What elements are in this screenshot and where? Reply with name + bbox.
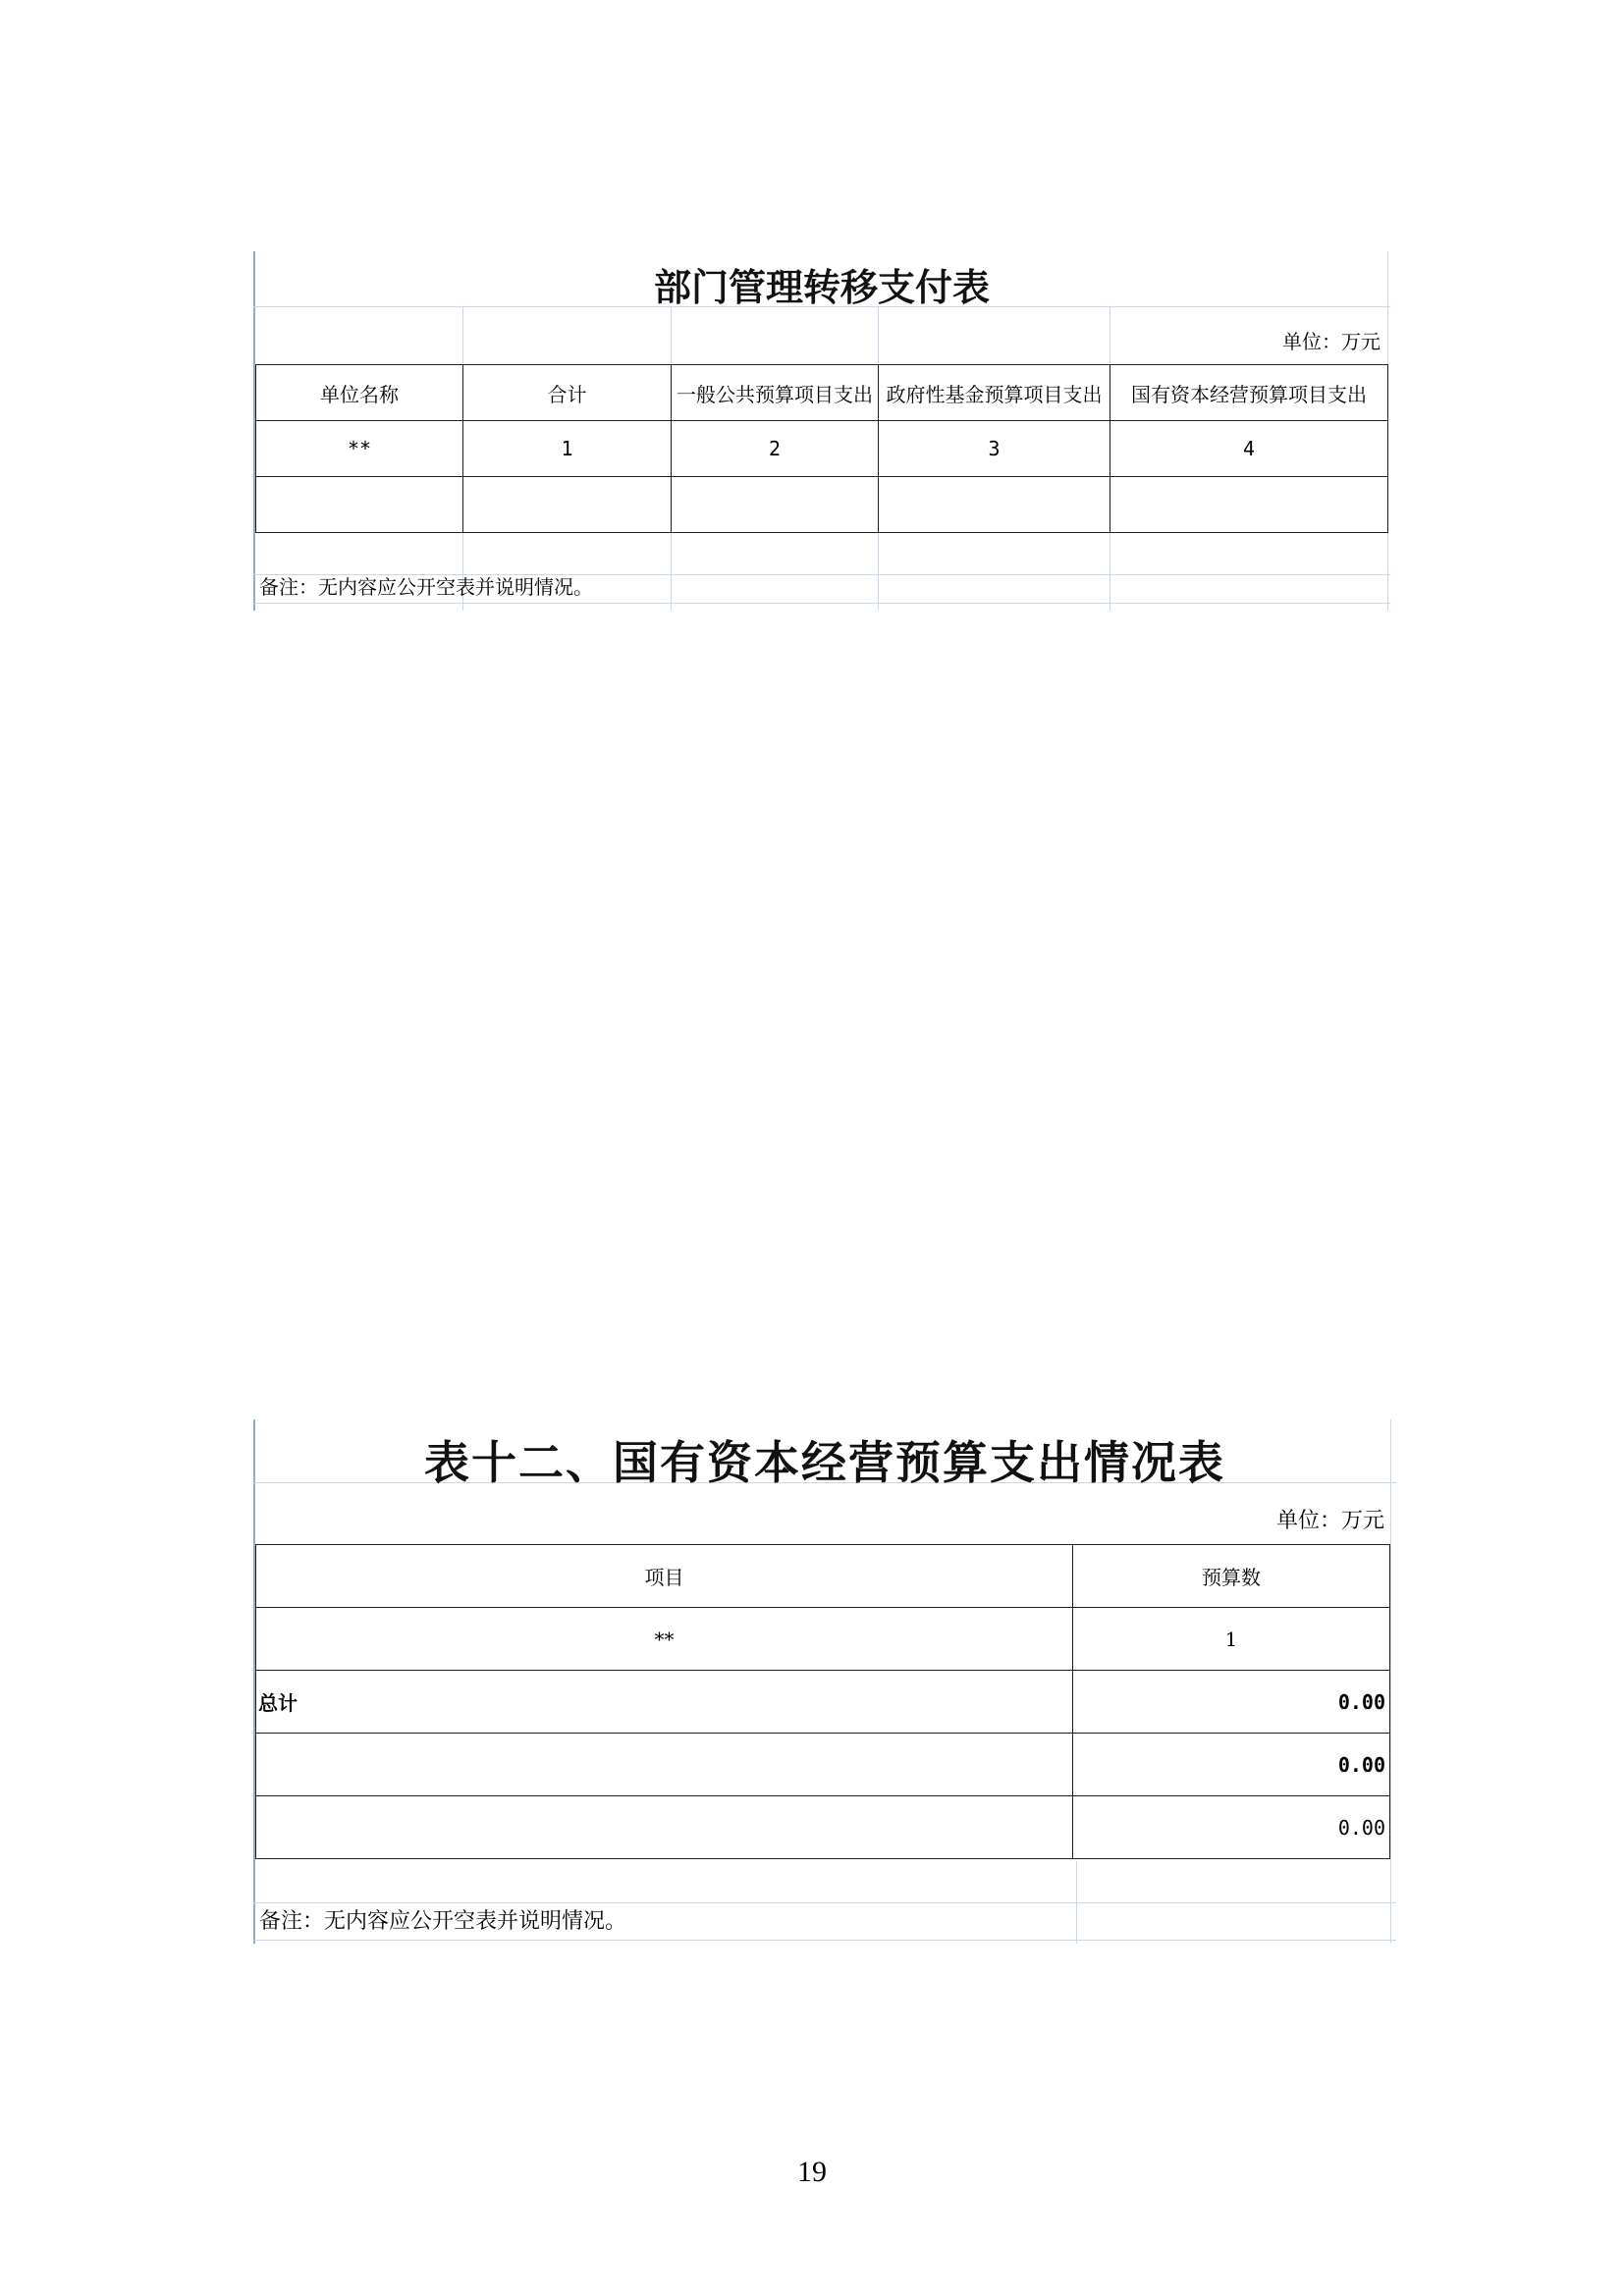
header-item: 项目 <box>256 1545 1073 1608</box>
table-cell <box>879 477 1110 533</box>
header-general-budget: 一般公共预算项目支出 <box>672 365 879 421</box>
header-unit-name: 单位名称 <box>256 365 463 421</box>
table-cell <box>256 477 463 533</box>
gridline <box>253 603 1390 604</box>
table-cell: 4 <box>1110 421 1388 477</box>
table-cell: 总计 <box>256 1671 1073 1734</box>
table-cell <box>672 477 879 533</box>
table-cell: 3 <box>879 421 1110 477</box>
table-cell <box>463 477 672 533</box>
table-cell <box>1110 477 1388 533</box>
transfer-payment-table <box>255 364 1388 533</box>
table-title: 表十二、国有资本经营预算支出情况表 <box>424 1436 1225 1489</box>
table-cell: ** <box>256 421 463 477</box>
table-cell: 0.00 <box>1073 1671 1390 1734</box>
gridline <box>1390 1419 1391 1944</box>
table-cell: ** <box>256 1608 1073 1671</box>
table-cell: 1 <box>463 421 672 477</box>
table-row <box>256 477 1388 533</box>
gridline <box>1076 1861 1077 1944</box>
table-cell: 1 <box>1073 1608 1390 1671</box>
table-note: 备注：无内容应公开空表并说明情况。 <box>259 575 593 599</box>
table-row <box>256 421 1388 477</box>
table-cell <box>256 1796 1073 1859</box>
soe-budget-table <box>255 1544 1390 1859</box>
header-total: 合计 <box>463 365 672 421</box>
page-number: 19 <box>797 2156 827 2188</box>
gridline <box>253 1902 1396 1903</box>
table-row <box>256 1608 1390 1671</box>
header-budget-amount: 预算数 <box>1073 1545 1390 1608</box>
table-header-row <box>256 1545 1390 1608</box>
table-cell: 0.00 <box>1073 1734 1390 1796</box>
table-header-row <box>256 365 1388 421</box>
table-note: 备注：无内容应公开空表并说明情况。 <box>259 1909 627 1934</box>
table-row-total <box>256 1671 1390 1734</box>
table-row <box>256 1796 1390 1859</box>
unit-label: 单位：万元 <box>1275 1509 1384 1533</box>
soe-budget-sheet <box>253 1419 1396 1944</box>
gridline <box>253 1940 1396 1941</box>
transfer-payment-sheet <box>253 251 1390 611</box>
header-gov-fund: 政府性基金预算项目支出 <box>879 365 1110 421</box>
table-title: 部门管理转移支付表 <box>653 265 990 309</box>
table-cell <box>256 1734 1073 1796</box>
table-row <box>256 1734 1390 1796</box>
table-cell: 2 <box>672 421 879 477</box>
table-cell: 0.00 <box>1073 1796 1390 1859</box>
unit-label: 单位：万元 <box>1282 330 1380 353</box>
header-soe-capital: 国有资本经营预算项目支出 <box>1110 365 1388 421</box>
